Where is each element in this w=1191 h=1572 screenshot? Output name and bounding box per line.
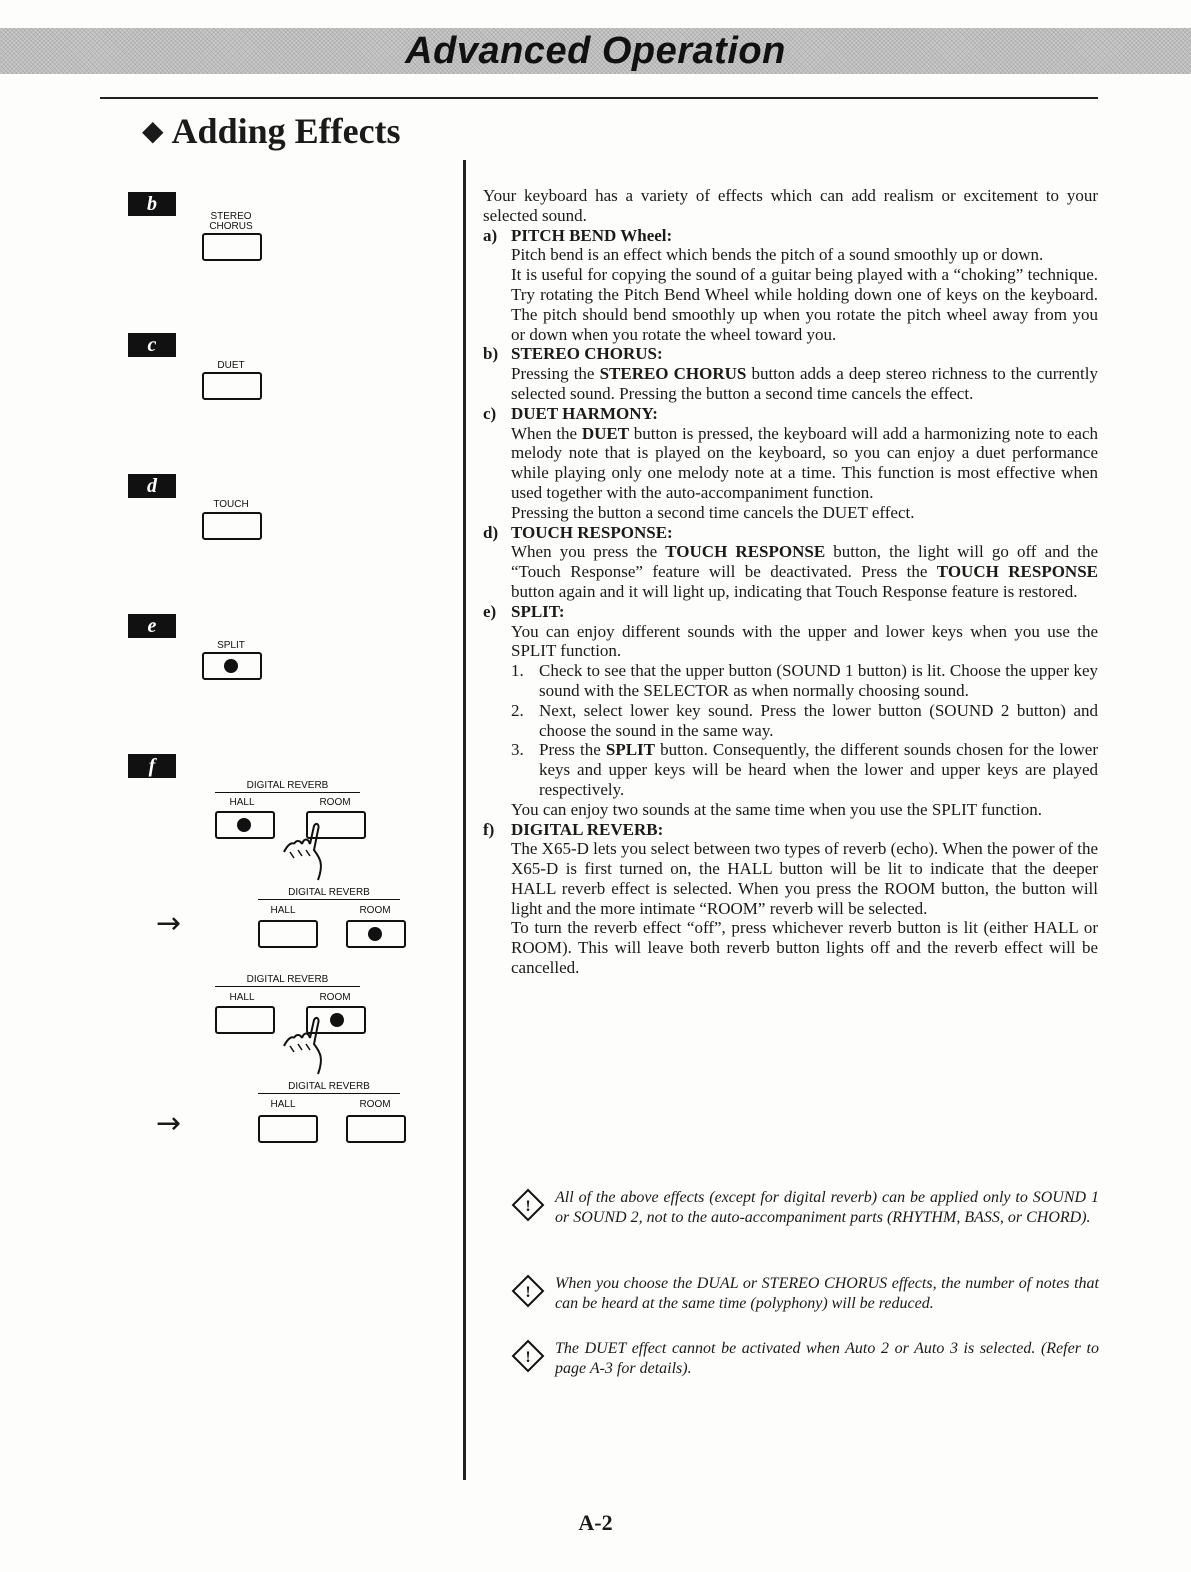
split-label: SPLIT (217, 640, 245, 651)
caution-icon (511, 1339, 545, 1373)
section-heading (142, 110, 401, 152)
item-marker: d) (483, 522, 499, 542)
duet-label: DUET (217, 360, 245, 371)
svg-text:!: ! (525, 1198, 531, 1215)
reverb-rule-4 (258, 1093, 400, 1094)
stereo-chorus-label-line2: CHORUS (209, 221, 253, 232)
numbered-step (511, 740, 1098, 799)
hall-label-3: HALL (229, 992, 255, 1003)
item-paragraph: To turn the reverb effect “off”, press whichever reverb button is lit (either HALL or ROOM). This will leave both reverb button lights off and the reverb effect will be cancelled. (511, 918, 1098, 978)
item-marker: e) (483, 601, 497, 621)
numbered-step (511, 701, 1098, 741)
caution-note (511, 1339, 1099, 1378)
intro-paragraph: Your keyboard has a variety of effects which can add realism or excitement to your selected sound. (483, 186, 1098, 225)
reverb-rule-2 (258, 899, 400, 900)
split-button[interactable] (202, 652, 262, 680)
stereo-chorus-label-line1: STEREO (210, 211, 252, 222)
text-run: When the (511, 423, 582, 443)
text-run: When you press the (511, 542, 666, 562)
hall-button-2[interactable] (258, 920, 318, 948)
note-text: When you choose the DUAL or STEREO CHORUS effects, the number of notes that can be heard at the same time (polyphony) will be reduced. (555, 1275, 1099, 1312)
item-paragraph (511, 364, 1098, 404)
item-heading: DUET HARMONY: (511, 403, 658, 423)
letter-tag-c: c (128, 333, 176, 357)
room-label-4: ROOM (359, 1099, 391, 1110)
item-heading: PITCH BEND Wheel: (511, 225, 673, 245)
step-number: 1. (511, 661, 524, 681)
led-on-indicator (237, 818, 251, 832)
bold-run: TOUCH RESPONSE (936, 562, 1098, 582)
item-heading: DIGITAL REVERB: (511, 819, 664, 839)
room-label-3: ROOM (319, 992, 351, 1003)
item-paragraph: The X65-D lets you select between two types of reverb (echo). When the power of the X65-D is first turned on, the HALL button will be lit to indicate that the deeper HALL reverb effect is selected. When you press the ROOM button, the button will light and the more intimate “ROOM” reverb will be selected. (511, 839, 1098, 918)
item-paragraph (511, 542, 1098, 601)
item-paragraph (511, 424, 1098, 503)
pressing-hand-icon (280, 822, 344, 884)
page-number: A-2 (578, 1510, 613, 1535)
item-pitch-bend (483, 226, 1098, 345)
stereo-chorus-button[interactable] (202, 233, 262, 261)
item-paragraph: Pitch bend is an effect which bends the pitch of a sound smoothly up or down. (511, 245, 1044, 265)
item-heading: SPLIT: (511, 601, 565, 621)
letter-tag-f: f (128, 754, 176, 778)
touch-button[interactable] (202, 512, 262, 540)
room-button-4[interactable] (346, 1115, 406, 1143)
text-run: button, the light will go off and the “Touch Response” feature will be deactivated. Press the (511, 542, 1098, 582)
led-on-indicator (368, 927, 382, 941)
item-paragraph: You can enjoy two sounds at the same time when you use the SPLIT function. (511, 799, 1043, 819)
svg-text:!: ! (525, 1284, 531, 1301)
hall-button-4[interactable] (258, 1115, 318, 1143)
letter-tag-d: d (128, 474, 176, 498)
step-text: Next, select lower key sound. Press the lower button (SOUND 2 button) and choose the sound in the same way. (539, 700, 1098, 740)
bold-run: STEREO CHORUS (599, 364, 747, 384)
text-run: Pressing the (511, 364, 600, 384)
reverb-title-1: DIGITAL REVERB (246, 780, 329, 791)
room-label-1: ROOM (319, 797, 351, 808)
reverb-rule-3 (215, 986, 360, 987)
item-split (483, 602, 1098, 820)
item-marker: f) (483, 819, 495, 839)
body-text (483, 186, 1098, 978)
section-title: Adding Effects (171, 111, 401, 151)
item-paragraph: Pressing the button a second time cancels the DUET effect. (511, 502, 915, 522)
room-button-2[interactable] (346, 920, 406, 948)
touch-label: TOUCH (213, 499, 249, 510)
letter-tag-e: e (128, 614, 176, 638)
item-touch-response (483, 523, 1098, 602)
reverb-title-4: DIGITAL REVERB (288, 1081, 370, 1092)
text-run: button is pressed, the keyboard will add a harmonizing note to each melody note that is played on the keyboard, so you can enjoy a duet performance while playing only one melody note at a time. This function is most effective when used together with the auto-accompaniment function. (511, 423, 1098, 502)
item-marker: c) (483, 403, 497, 423)
hall-label-4: HALL (270, 1099, 296, 1110)
item-heading: STEREO CHORUS: (511, 344, 663, 364)
arrow-icon: → (156, 906, 182, 941)
note-text: All of the above effects (except for digital reverb) can be applied only to SOUND 1 or SOUND 2, not to the auto-accompaniment parts (RHYTHM, BASS, or CHORD). (555, 1189, 1099, 1226)
item-marker: a) (483, 225, 498, 245)
hall-button-3[interactable] (215, 1006, 275, 1034)
numbered-step (511, 661, 1098, 701)
item-heading: TOUCH RESPONSE: (511, 522, 673, 542)
item-paragraph: It is useful for copying the sound of a guitar being played with a “choking” technique. Try rotating the Pitch Bend Wheel while holding down one of keys on the keyboard. The pitch should bend smoothly up when you rotate the pitch wheel away from you or down when you rotate the wheel toward you. (511, 265, 1098, 344)
top-rule (100, 97, 1098, 99)
column-divider (463, 160, 466, 1480)
bold-run: DUET (581, 423, 630, 443)
caution-icon (511, 1274, 545, 1308)
duet-button[interactable] (202, 372, 262, 400)
step-number: 3. (511, 740, 524, 760)
banner-title: Advanced Operation (405, 30, 786, 72)
step-text: Check to see that the upper button (SOUND 1 button) is lit. Choose the upper key sound with the SELECTOR as when normally choosing sound. (539, 661, 1098, 700)
hall-button-1[interactable] (215, 811, 275, 839)
item-duet-harmony (483, 404, 1098, 523)
text-run: button again and it will light up, indicating that Touch Response feature is restored. (511, 581, 1078, 601)
caution-note (511, 1274, 1099, 1313)
item-digital-reverb (483, 820, 1098, 978)
led-on-indicator (224, 659, 238, 673)
arrow-icon: → (156, 1106, 182, 1141)
diamond-icon: ◆ (142, 116, 164, 147)
letter-tag-b: b (128, 192, 176, 216)
caution-icon (511, 1188, 545, 1222)
svg-text:!: ! (525, 1349, 531, 1366)
reverb-title-3: DIGITAL REVERB (246, 974, 329, 985)
room-label-2: ROOM (359, 905, 391, 916)
step-number: 2. (511, 700, 524, 720)
reverb-title-2: DIGITAL REVERB (288, 887, 370, 898)
pressing-hand-icon (280, 1016, 344, 1078)
item-stereo-chorus (483, 344, 1098, 403)
stereo-chorus-label (200, 212, 262, 232)
text-run: button adds a deep stereo richness to the currently selected sound. Pressing the button a second time cancels the effect. (511, 364, 1099, 403)
item-paragraph: You can enjoy different sounds with the upper and lower keys when you use the SPLIT function. (511, 621, 1098, 661)
step-text: Press the (539, 740, 606, 760)
item-marker: b) (483, 344, 499, 364)
bold-run: SPLIT (605, 740, 656, 760)
hall-label-1: HALL (229, 797, 255, 808)
note-text: The DUET effect cannot be activated when Auto 2 or Auto 3 is selected. (Refer to page A-3 for details). (555, 1340, 1099, 1377)
step-text: button. Consequently, the different sounds chosen for the lower keys and upper keys will be heard when the lower and upper keys are played respectively. (539, 740, 1098, 799)
hall-label-2: HALL (270, 905, 296, 916)
bold-run: TOUCH RESPONSE (665, 542, 826, 562)
reverb-rule-1 (215, 792, 360, 793)
caution-note (511, 1188, 1099, 1227)
